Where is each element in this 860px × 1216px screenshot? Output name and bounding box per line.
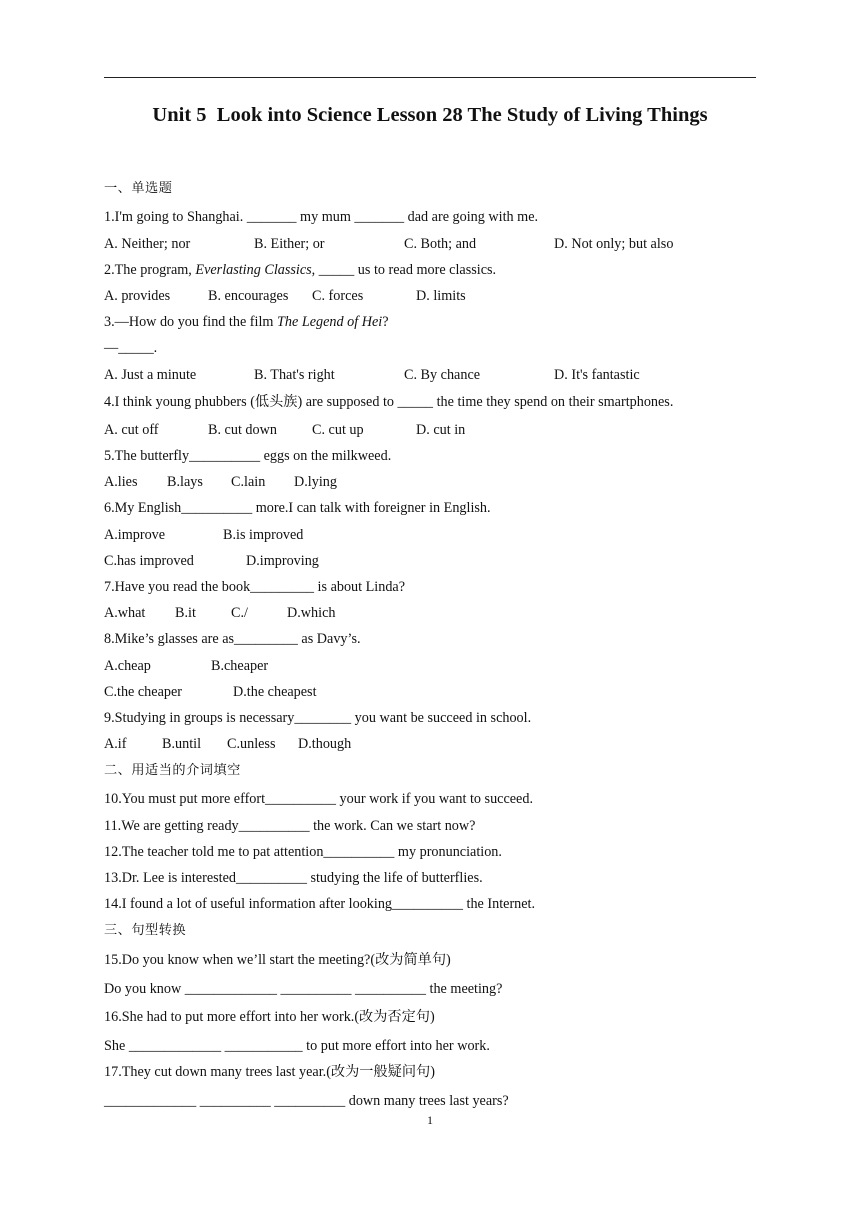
question-6-stem: 6.My English__________ more.I can talk with foreigner in English. <box>104 500 491 516</box>
option-a: A.improve <box>104 527 166 543</box>
option-b: B. cut down <box>208 422 277 438</box>
question-3-answer-line: —_____. <box>104 340 158 356</box>
option-b: B.lays <box>167 474 203 490</box>
option-d: D.lying <box>294 474 337 490</box>
question-8-stem: 8.Mike’s glasses are as_________ as Davy’s. <box>104 631 361 647</box>
option-c: C.lain <box>231 474 266 490</box>
option-c: C.unless <box>227 736 276 752</box>
option-b: B.until <box>162 736 202 752</box>
option-a: A. cut off <box>104 422 159 438</box>
stem-text: ? <box>382 314 389 330</box>
option-b: B.it <box>175 605 196 621</box>
header-rule <box>104 77 756 78</box>
stem-text: 3.—How do you find the film <box>104 314 277 330</box>
question-5-stem: 5.The butterfly__________ eggs on the milkweed. <box>104 448 392 464</box>
option-c: C. By chance <box>404 367 481 383</box>
option-c: C. forces <box>312 288 364 304</box>
option-c: C. cut up <box>312 422 364 438</box>
question-10: 10.You must put more effort__________ your work if you want to succeed. <box>104 791 533 807</box>
option-d: D.though <box>298 736 352 752</box>
option-a: A. Neither; nor <box>104 236 191 252</box>
question-16-stem: 16.She had to put more effort into her work.(改为否定句) <box>104 1009 435 1025</box>
question-17-answer: _____________ __________ __________ down many trees last years? <box>104 1093 509 1109</box>
question-4-stem: 4.I think young phubbers (低头族) are supposed to _____ the time they spend on their smartphones. <box>104 394 674 410</box>
option-a: A.what <box>104 605 146 621</box>
stem-italic-title: Everlasting Classics <box>195 262 312 278</box>
option-d: D. It's fantastic <box>554 367 640 383</box>
question-11: 11.We are getting ready__________ the work. Can we start now? <box>104 818 476 834</box>
option-a: A.lies <box>104 474 138 490</box>
option-a: A.if <box>104 736 127 752</box>
option-d: D. cut in <box>416 422 466 438</box>
option-d: D.the cheapest <box>233 684 317 700</box>
question-12: 12.The teacher told me to pat attention__________ my pronunciation. <box>104 844 502 860</box>
option-b: B. encourages <box>208 288 289 304</box>
option-b: B.cheaper <box>211 658 269 674</box>
option-b: B.is improved <box>223 527 304 543</box>
option-d: D. Not only; but also <box>554 236 674 252</box>
section-heading-prepositions: 二、用适当的介词填空 <box>104 763 241 778</box>
question-16-answer: She _____________ ___________ to put more effort into her work. <box>104 1038 490 1054</box>
option-a: A.cheap <box>104 658 151 674</box>
question-7-stem: 7.Have you read the book_________ is about Linda? <box>104 579 406 595</box>
question-13: 13.Dr. Lee is interested__________ studying the life of butterflies. <box>104 870 483 886</box>
option-c: C. Both; and <box>404 236 477 252</box>
section-heading-single-choice: 一、单选题 <box>104 181 173 196</box>
option-b: B. Either; or <box>254 236 325 252</box>
question-9-stem: 9.Studying in groups is necessary________ you want be succeed in school. <box>104 710 532 726</box>
question-15-answer: Do you know _____________ __________ __________ the meeting? <box>104 981 503 997</box>
question-15-stem: 15.Do you know when we’ll start the meeting?(改为简单句) <box>104 952 451 968</box>
option-d: D.improving <box>246 553 319 569</box>
stem-italic-title: The Legend of Hei <box>277 314 383 330</box>
page-number: 1 <box>427 1113 433 1127</box>
question-14: 14.I found a lot of useful information after looking__________ the Internet. <box>104 896 536 912</box>
option-a: A. Just a minute <box>104 367 197 383</box>
stem-text: 2.The program, <box>104 262 196 278</box>
question-3-stem <box>104 313 389 331</box>
option-a: A. provides <box>104 288 171 304</box>
option-d: D. limits <box>416 288 466 304</box>
question-1-stem: 1.I'm going to Shanghai. _______ my mum _______ dad are going with me. <box>104 209 539 225</box>
option-c: C.the cheaper <box>104 684 182 700</box>
section-heading-sentence-transformation: 三、句型转换 <box>104 923 187 938</box>
question-2-stem <box>104 261 496 279</box>
option-b: B. That's right <box>254 367 335 383</box>
stem-text: , _____ us to read more classics. <box>311 262 497 278</box>
option-d: D.which <box>287 605 336 621</box>
page-title: Unit 5 Look into Science Lesson 28 The Study of Living Things <box>152 104 708 126</box>
question-17-stem: 17.They cut down many trees last year.(改为一般疑问句) <box>104 1064 435 1080</box>
option-c: C./ <box>231 605 248 621</box>
option-c: C.has improved <box>104 553 194 569</box>
